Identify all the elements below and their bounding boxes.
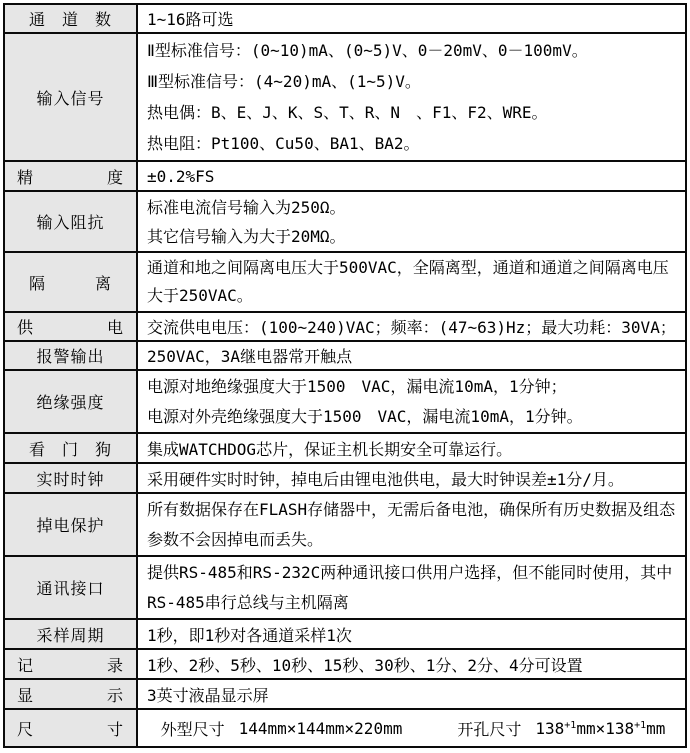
spec-label-power-supply: 供电 [5,313,138,340]
spec-value-display: 3英寸液晶显示屏 [147,685,269,705]
spec-value-input-signal: Ⅱ型标准信号：(0~10)mA、(0~5)V、0－20mV、0－100mV。 Ⅲ型标准信号：(4~20)mA、(1~5)V。 热电偶：B、E、J、K、S、T、R、N 、F1、F2、WRE。 热电阻：Pt100、Cu50、BA1、BA2。 [147,41,588,153]
spec-value-isolation: 通道和地之间隔离电压大于500VAC，全隔离型，通道和通道之间隔离电压大于250VAC。 [147,258,669,305]
spec-row-display [5,680,685,710]
spec-label-power-failure-protection: 掉电保护 [5,494,138,555]
cutout-size-value: $138^{+1}mm\times 138^{+1}mm$ [535,718,666,738]
spec-value-comm-interface: 提供RS-485和RS-232C两种通讯接口供用户选择，但不能同时使用，其中RS-485串行总线与主机隔离 [147,562,673,612]
spec-row-dimensions [5,710,685,746]
spec-label-record: 记录 [5,650,138,678]
spec-label-channels: 通道数 [5,5,138,32]
spec-label-dimensions: 尺寸 [5,710,138,746]
spec-row-insulation-strength [5,371,685,434]
spec-row-power-failure-protection [5,494,685,557]
spec-row-input-signal [5,34,685,162]
spec-row-accuracy [5,162,685,192]
spec-value-realtime-clock: 采用硬件实时时钟，掉电后由锂电池供电，最大时钟误差±1分/月。 [147,469,624,489]
spec-value-alarm-output: 250VAC，3A继电器常开触点 [147,347,353,366]
spec-label-realtime-clock: 实时时钟 [5,464,138,492]
spec-value-channels: 1~16路可选 [147,10,234,29]
spec-label-isolation: 隔离 [5,253,138,311]
spec-value-power-supply: 交流供电电压：(100~240)VAC；频率：(47~63)Hz；最大功耗：30VA； [147,318,676,337]
spec-row-sampling-period [5,620,685,650]
spec-row-power-supply [5,313,685,342]
tolerance-superscript: +1 [564,719,577,731]
spec-row-comm-interface [5,557,685,620]
spec-value-power-failure-protection: 所有数据保存在FLASH存储器中，无需后备电池，确保所有历史数据及组态参数不会因掉电而丢失。 [147,499,676,549]
spec-value-dimensions [138,710,685,746]
spec-label-sampling-period: 采样周期 [5,620,138,648]
spec-value-input-impedance: 标准电流信号输入为250Ω。 其它信号输入为大于20MΩ。 [147,197,346,246]
spec-value-watchdog: 集成WATCHDOG芯片，保证主机长期安全可靠运行。 [147,439,513,459]
spec-row-alarm-output [5,342,685,371]
spec-row-input-impedance [5,192,685,253]
spec-label-display: 显示 [5,680,138,708]
outer-size-value: 144mm×144mm×220mm [238,718,403,738]
spec-row-record [5,650,685,680]
spec-label-accuracy: 精度 [5,162,138,190]
tolerance-superscript: +1 [634,719,647,731]
spec-row-watchdog [5,434,685,464]
spec-label-input-signal: 输入信号 [5,34,138,160]
spec-table [3,3,687,748]
spec-label-input-impedance: 输入阻抗 [5,192,138,251]
outer-size-label: 外型尺寸 [160,721,225,739]
spec-label-alarm-output: 报警输出 [5,342,138,369]
cutout-size-label: 开孔尺寸 [457,721,522,739]
spec-value-insulation-strength: 电源对地绝缘强度大于1500 VAC，漏电流10mA，1分钟； 电源对外壳绝缘强度大于1500 VAC，漏电流10mA，1分钟。 [147,376,583,426]
spec-value-sampling-period: 1秒，即1秒对各通道采样1次 [147,625,352,645]
spec-label-watchdog: 看门狗 [5,434,138,462]
spec-row-realtime-clock [5,464,685,494]
spec-value-record: 1秒、2秒、5秒、10秒、15秒、30秒、1分、2分、4分可设置 [147,655,583,675]
spec-row-isolation [5,253,685,313]
spec-row-channels [5,5,685,34]
spec-value-accuracy: ±0.2%FS [147,166,215,186]
spec-label-insulation-strength: 绝缘强度 [5,371,138,432]
spec-label-comm-interface: 通讯接口 [5,557,138,618]
